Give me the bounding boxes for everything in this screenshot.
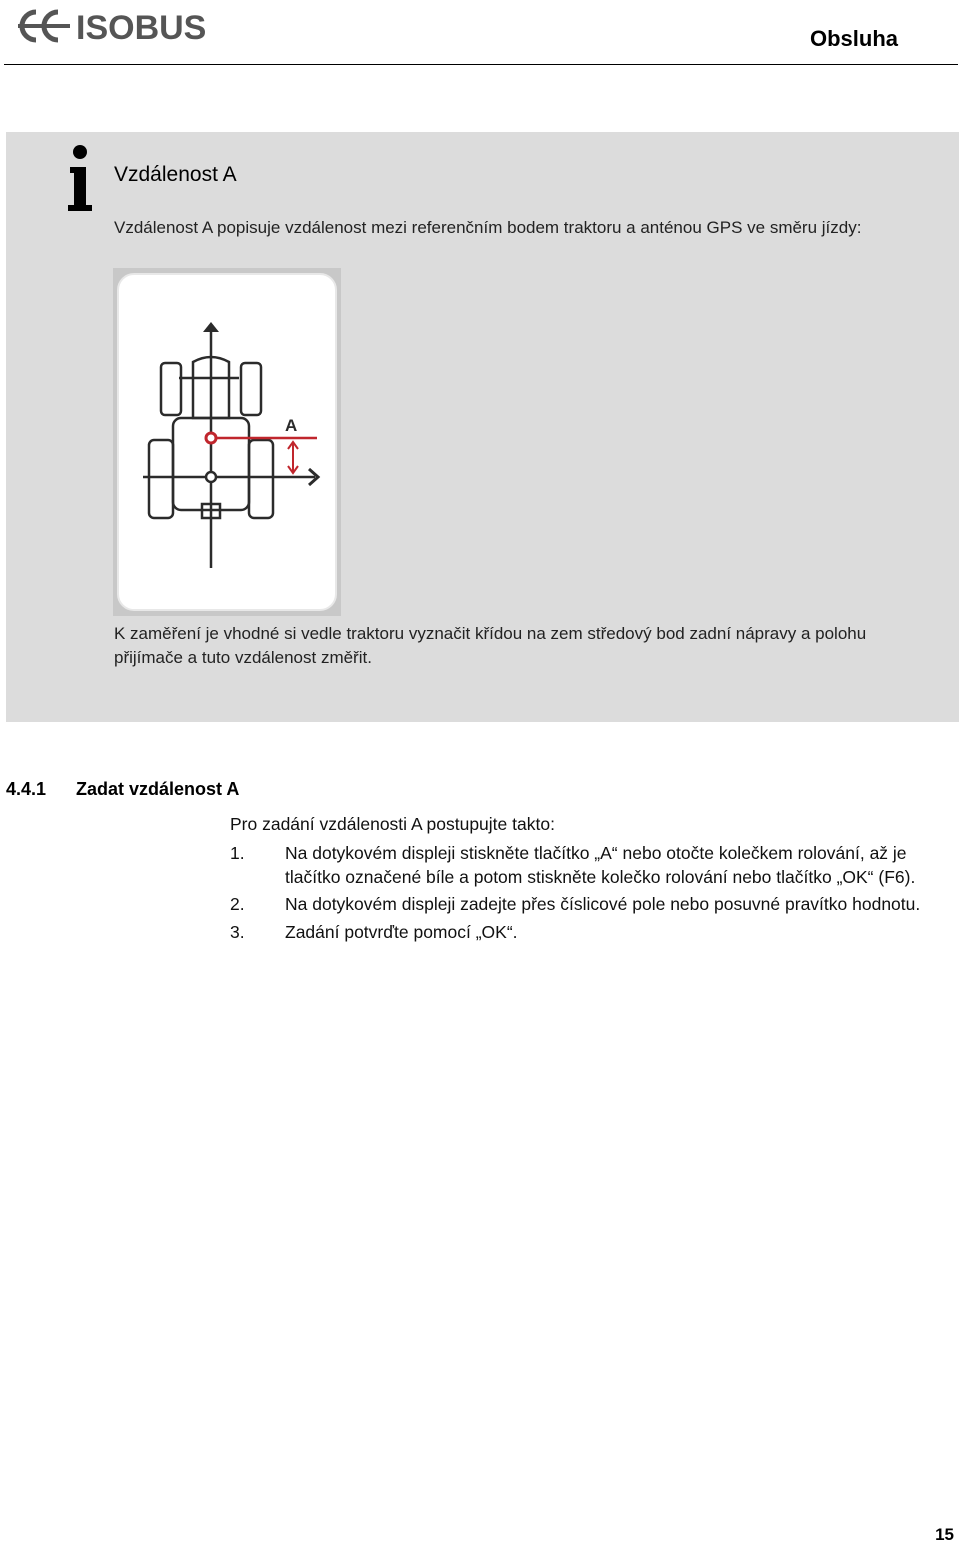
info-icon (64, 143, 96, 213)
step-text: Na dotykovém displeji zadejte přes číslicové pole nebo posuvné pravítko hodnotu. (285, 894, 921, 914)
info-box-note: K zaměření je vhodné si vedle traktoru vyznačit křídou na zem středový bod zadní nápravy a polohu přijímače a tuto vzdálenost změřit. (114, 624, 867, 667)
step-number: 3. (230, 921, 245, 942)
figure-label-a: A (285, 416, 298, 435)
section-title: Zadat vzdálenost A (76, 779, 240, 799)
step-number: 1. (230, 843, 245, 863)
step-number: 2. (230, 894, 245, 914)
page-number: 15 (935, 1525, 954, 1544)
info-box-intro: Vzdálenost A popisuje vzdálenost mezi referenčním bodem traktoru a anténou GPS ve směru jízdy: (114, 218, 862, 237)
step-text: Na dotykovém displeji stiskněte tlačítko „A“ nebo otočte kolečkem rolování, až je tlačítko označené bíle a potom stiskněte kolečko rolování nebo tlačítko „OK“ (F6). (285, 843, 916, 887)
list-item (230, 893, 950, 917)
header-divider (4, 64, 958, 65)
step-text: Zadání potvrďte pomocí „OK“. (285, 921, 518, 942)
isobus-logo (10, 2, 220, 48)
header-title: Obsluha (809, 26, 898, 51)
section-intro: Pro zadání vzdálenosti A postupujte takto: (230, 814, 555, 834)
list-item (230, 842, 950, 889)
list-item (230, 921, 950, 945)
section-number: 4.4.1 (6, 779, 47, 799)
svg-text:ISOBUS: ISOBUS (76, 9, 207, 47)
info-box-heading: Vzdálenost A (114, 163, 237, 186)
distance-a-figure (113, 268, 341, 616)
steps-list (230, 842, 950, 948)
